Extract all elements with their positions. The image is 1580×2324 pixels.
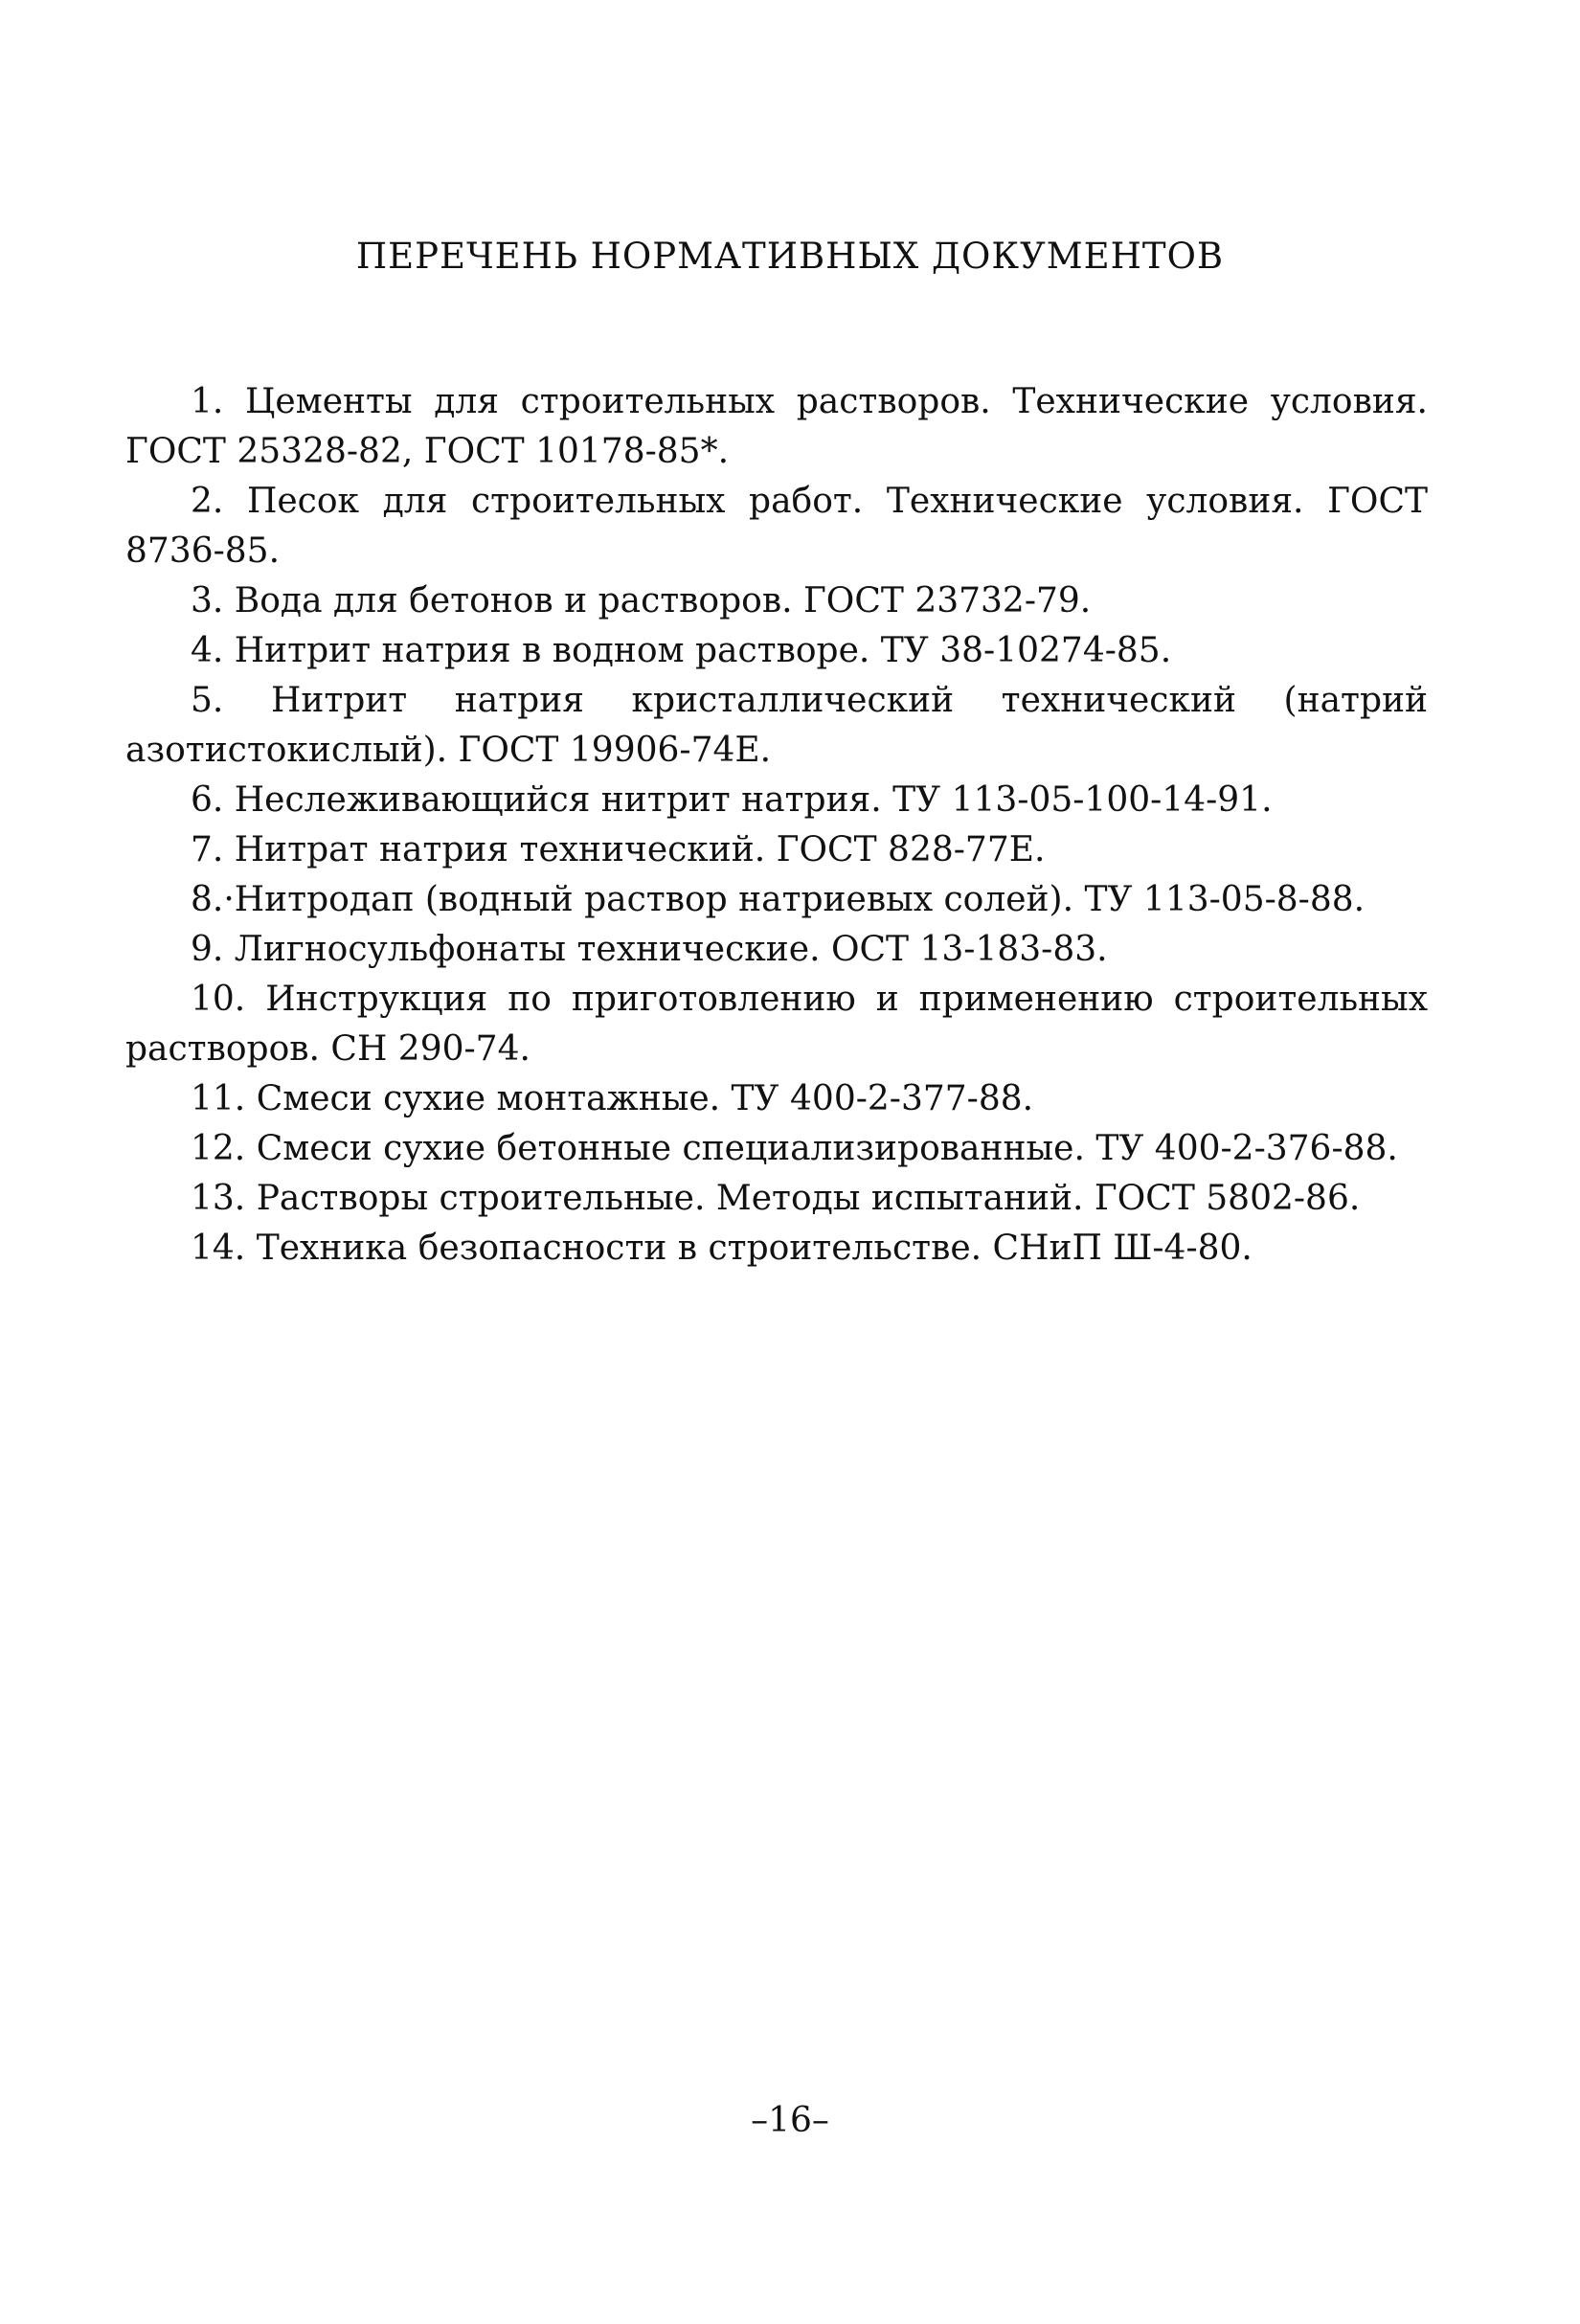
list-item: 3. Вода для бетонов и растворов. ГОСТ 23732-79. — [191, 581, 1092, 620]
list-item: 11. Смеси сухие монтажные. ТУ 400-2-377-88. — [191, 1079, 1034, 1118]
normative-documents-list — [125, 377, 1428, 1274]
list-item: 12. Смеси сухие бетонные специализированные. ТУ 400-2-376-88. — [191, 1129, 1398, 1168]
list-item: 9. Лигносульфонаты технические. ОСТ 13-183-83. — [191, 930, 1108, 969]
list-item: 10. Инструкция по приготовлению и применению строительных растворов. СН 290-74. — [125, 980, 1428, 1069]
list-item: 7. Нитрат натрия технический. ГОСТ 828-77Е. — [191, 830, 1046, 869]
list-item: 13. Растворы строительные. Методы испытаний. ГОСТ 5802-86. — [191, 1179, 1361, 1218]
list-item: 8.·Нитродап (водный раствор натриевых солей). ТУ 113-05-8-88. — [191, 880, 1366, 919]
page-number: –16– — [751, 2101, 829, 2140]
list-item: 14. Техника безопасности в строительстве. СНиП Ш-4-80. — [191, 1229, 1253, 1268]
list-item: 1. Цементы для строительных растворов. Технические условия. ГОСТ 25328-82, ГОСТ 10178-85*. — [125, 382, 1428, 471]
list-item: 4. Нитрит натрия в водном растворе. ТУ 38-10274-85. — [191, 631, 1172, 670]
list-item: 2. Песок для строительных работ. Технические условия. ГОСТ 8736-85. — [125, 482, 1428, 571]
list-item: 5. Нитрит натрия кристаллический технический (натрий азотистокислый). ГОСТ 19906-74Е. — [125, 681, 1428, 770]
document-title: ПЕРЕЧЕНЬ НОРМАТИВНЫХ ДОКУМЕНТОВ — [355, 236, 1225, 277]
list-item: 6. Неслеживающийся нитрит натрия. ТУ 113-05-100-14-91. — [191, 780, 1273, 820]
